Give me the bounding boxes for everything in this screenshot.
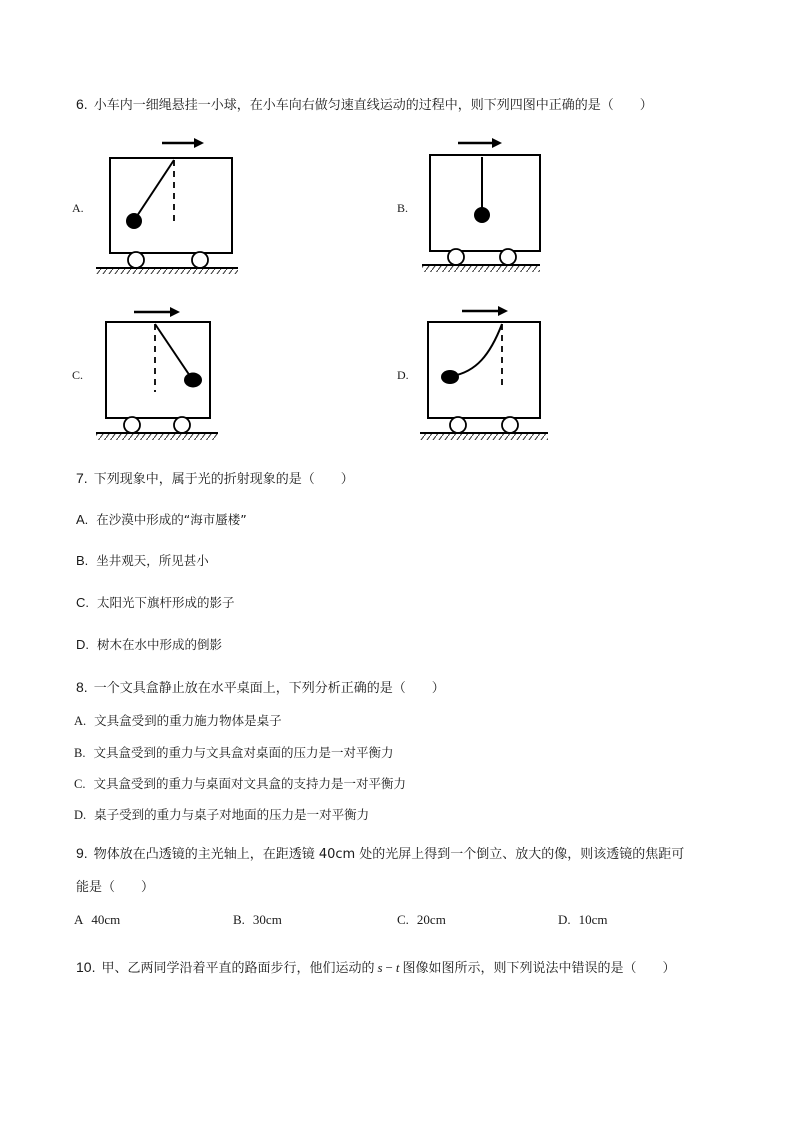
ground-hatch	[420, 434, 548, 440]
q7-text: 下列现象中，属于光的折射现象的是（ ）	[93, 472, 354, 487]
q7-option-a-letter: A.	[76, 512, 89, 527]
q9-option-c	[397, 911, 446, 929]
q6-figure-c	[94, 302, 224, 444]
q7-option-b-text: 坐井观天，所见甚小	[96, 553, 209, 568]
q10-stem	[76, 958, 676, 978]
q9-option-b	[233, 911, 282, 929]
velocity-arrow	[162, 138, 204, 148]
q6-figure-c-label: C.	[72, 368, 84, 382]
wheel	[448, 249, 464, 265]
q8-option-b	[74, 744, 393, 762]
q6-stem	[76, 95, 653, 115]
q9-option-a-text: 40cm	[91, 912, 121, 927]
q8-option-b-text: 文具盒受到的重力与文具盒对桌面的压力是一对平衡力	[93, 745, 394, 760]
string	[452, 324, 502, 376]
q8-option-c-text: 文具盒受到的重力与桌面对文具盒的支持力是一对平衡力	[93, 776, 406, 791]
wheel	[128, 252, 144, 268]
velocity-arrow	[134, 307, 180, 317]
q9-option-d	[558, 911, 608, 929]
q10-dash: −	[385, 960, 393, 975]
q7-number: 7.	[76, 470, 88, 486]
ball	[441, 370, 459, 384]
q6-figure-a-label: A.	[72, 201, 84, 215]
q9-option-d-text: 10cm	[578, 912, 608, 927]
q9-option-b-letter: B.	[233, 912, 245, 927]
velocity-arrow	[462, 306, 508, 316]
q9-stem-line2	[76, 879, 154, 897]
string	[135, 160, 174, 219]
q8-option-b-letter: B.	[74, 746, 86, 760]
q9-text-line1: 物体放在凸透镜的主光轴上，在距透镜 40cm 处的光屏上得到一个倒立、放大的像，则该透镜的焦距可	[93, 847, 685, 862]
q6-figure-d-label: D.	[397, 368, 409, 382]
q8-number: 8.	[76, 679, 88, 695]
q8-option-d	[74, 806, 369, 824]
q7-option-a	[76, 511, 247, 529]
q9-text-line2: 能是（ ）	[76, 880, 155, 895]
q7-option-c	[76, 594, 235, 612]
q10-text-before: 甲、乙两同学沿着平直的路面步行，他们运动的	[101, 961, 375, 976]
q7-option-c-letter: C.	[76, 595, 89, 610]
q10-var-s: s	[377, 960, 383, 975]
q9-option-a-letter: A	[74, 912, 84, 927]
q8-option-a-text: 文具盒受到的重力施力物体是桌子	[94, 713, 282, 728]
wheel	[500, 249, 516, 265]
q6-figure-a	[94, 134, 244, 274]
cart-body	[110, 158, 232, 253]
cart-body	[430, 155, 540, 251]
q6-figure-d	[418, 300, 552, 444]
q9-number: 9.	[76, 845, 88, 861]
q9-option-b-text: 30cm	[252, 912, 282, 927]
q8-option-a	[74, 712, 282, 730]
q7-option-c-text: 太阳光下旗杆形成的影子	[97, 595, 235, 610]
ground-hatch	[96, 434, 218, 440]
q7-option-a-text: 在沙漠中形成的“海市蜃楼”	[96, 512, 247, 527]
q10-number: 10.	[76, 959, 96, 975]
q8-option-c	[74, 775, 406, 793]
q10-var-t: t	[395, 960, 400, 975]
string	[155, 324, 190, 376]
q7-stem	[76, 469, 354, 489]
q7-option-b	[76, 552, 209, 570]
q7-option-d	[76, 636, 222, 654]
q8-option-d-text: 桌子受到的重力与桌子对地面的压力是一对平衡力	[94, 807, 370, 822]
ground-hatch	[422, 266, 540, 272]
ball	[126, 213, 142, 229]
q8-stem	[76, 678, 445, 698]
q7-option-d-text: 树木在水中形成的倒影	[97, 637, 223, 652]
wheel	[124, 417, 140, 433]
ball	[184, 373, 202, 388]
q9-option-a	[74, 911, 120, 929]
q9-option-c-letter: C.	[397, 912, 409, 927]
q9-option-c-text: 20cm	[416, 912, 446, 927]
q8-text: 一个文具盒静止放在水平桌面上，下列分析正确的是（ ）	[93, 681, 445, 696]
q6-number: 6.	[76, 96, 88, 112]
q6-figure-b	[420, 134, 546, 274]
q9-stem-line1	[76, 844, 684, 864]
wheel	[502, 417, 518, 433]
q8-option-c-letter: C.	[74, 777, 86, 791]
q8-option-d-letter: D.	[74, 808, 87, 822]
velocity-arrow	[458, 138, 502, 148]
q7-option-b-letter: B.	[76, 553, 89, 568]
cart-body	[428, 322, 540, 418]
wheel	[450, 417, 466, 433]
ball	[474, 207, 490, 223]
q10-text-after: 图像如图所示，则下列说法中错误的是（ ）	[402, 961, 676, 976]
wheel	[192, 252, 208, 268]
q9-option-d-letter: D.	[558, 912, 571, 927]
q8-option-a-letter: A.	[74, 714, 87, 728]
ground-hatch	[96, 269, 238, 274]
cart-body	[106, 322, 210, 418]
q6-figure-b-label: B.	[397, 201, 409, 215]
q6-text: 小车内一细绳悬挂一小球，在小车向右做匀速直线运动的过程中，则下列四图中正确的是（ ）	[93, 98, 653, 113]
wheel	[174, 417, 190, 433]
q7-option-d-letter: D.	[76, 637, 89, 652]
